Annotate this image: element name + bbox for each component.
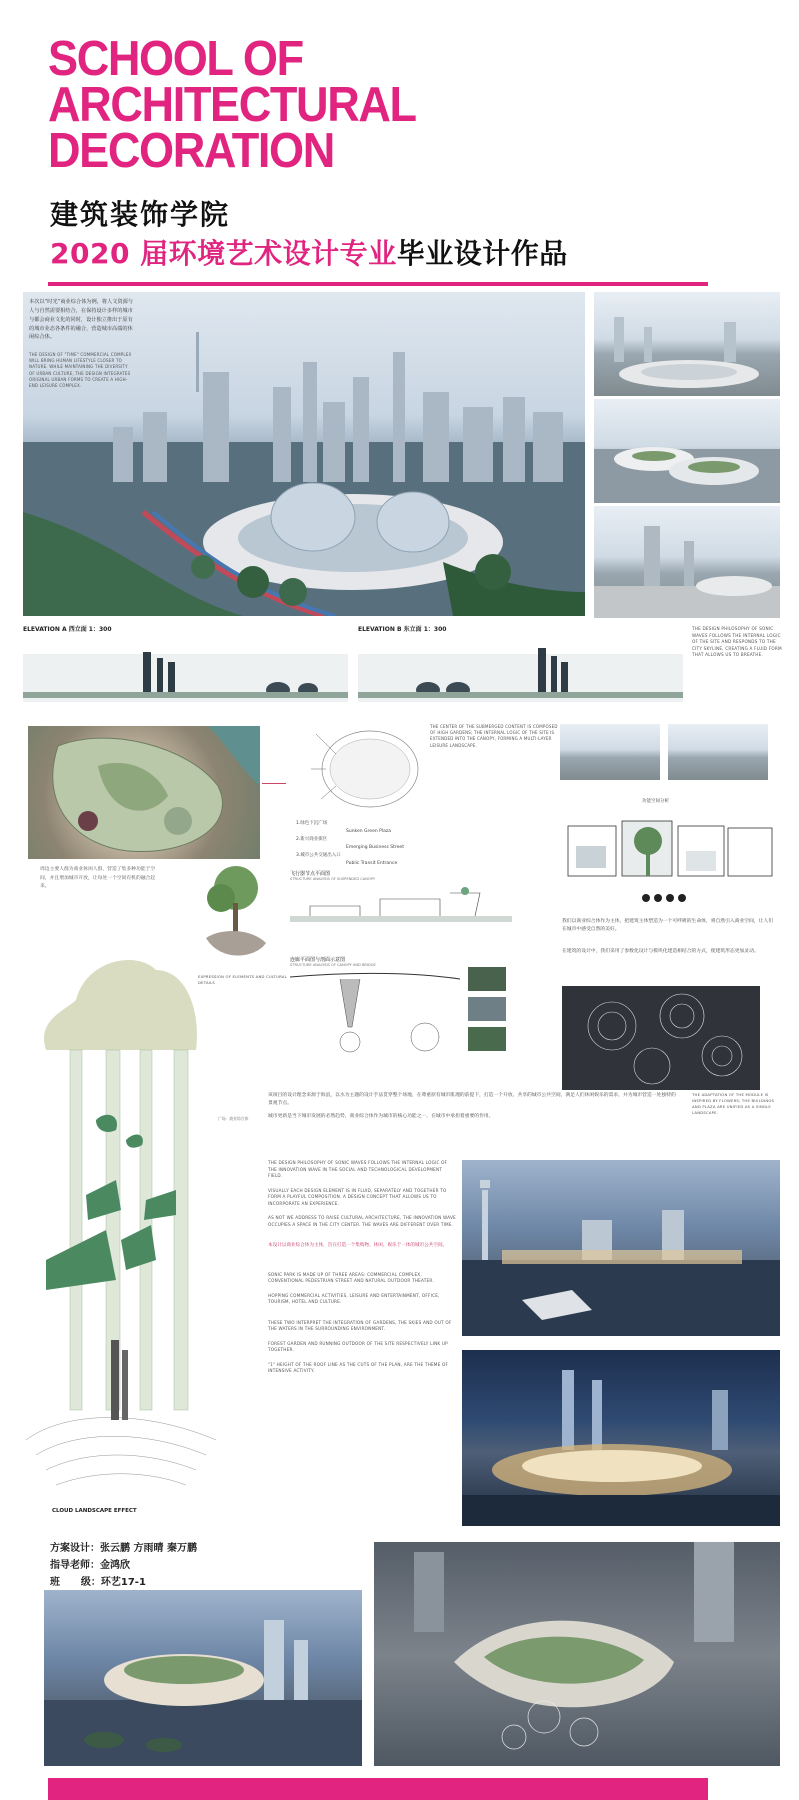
function-diagram — [562, 796, 780, 914]
flower-caption: THE ADAPTATION OF THE MODULE IS INSPIRED BY FLOWERS; THE BUILDINGS AND PLAZA ARE UNIFIED AS A SINGLE LANDSCAPE. — [692, 1092, 775, 1115]
work-title-cn — [50, 232, 568, 272]
work-title-works: 毕业设计作品 — [396, 237, 568, 270]
render-waterfront-night — [462, 1160, 780, 1336]
render-aerial-1 — [594, 292, 780, 396]
mid-text-cn-2: 城市更新是当下城市发展的必然趋势，商业综合体作为城市的核心功能之一，在城市中承担着重要的作用。 — [268, 1113, 494, 1119]
text-block-4: 本设计以商业综合体为主体，旨在打造一个集购物、休闲、娱乐于一体的城市公共空间。 — [268, 1243, 448, 1248]
class-value: 环艺17-1 — [100, 1577, 146, 1588]
hero-render — [23, 292, 585, 616]
concept-text-en: THE CENTER OF THE SUBMERGED CONTENT IS COMPOSED OF HIGH GARDENS; THE INTERNAL LOGIC OF THE SITE IS EXTENDED INTO THE CANOPY, FORMING A MULTI-LAYER LEISURE LANDSCAPE. — [430, 724, 558, 748]
tree-caption: EXPRESSION OF ELEMENTS AND CULTURAL DETAILS — [198, 974, 287, 985]
flower-module-render — [562, 986, 760, 1090]
elevation-a-label: ELEVATION A 西立面 1：300 — [23, 626, 112, 633]
header-rule — [48, 282, 708, 286]
credits — [50, 1540, 350, 1591]
footer-bar — [48, 1778, 708, 1800]
elevation-note: THE DESIGN PHILOSOPHY OF SONIC WAVES FOLLOWS THE INTERNAL LOGIC OF THE SITE AND RESPONDS TO THE CITY SKYLINE, CREATING A FLUID FORM THAT ALLOWS US TO BREATHE. — [692, 626, 782, 657]
designers-label: 方案设计： — [50, 1543, 100, 1554]
render-complex-night — [462, 1350, 780, 1526]
page-title-line-3: DECORATION — [48, 124, 334, 178]
text-blocks — [268, 1160, 456, 1375]
render-plaza — [594, 506, 780, 618]
right-text-cn-2: 在建筑的设计中，我们采用了参数化设计与模块化建造相结合的方式，使建筑形态更加灵动。 — [562, 949, 759, 954]
legend-item-1-en: Sunken Green Plaza — [346, 829, 391, 835]
render-thumb-2 — [668, 724, 768, 780]
credits-designers — [50, 1540, 350, 1557]
canopy-title-2: 连廊平面图与剖面示意图 — [290, 957, 346, 963]
advisor-label: 指导老师： — [50, 1560, 100, 1571]
canopy-plan-diagram — [296, 724, 424, 814]
plan-to-diagram-arrow — [262, 783, 286, 784]
cloud-landscape-label: CLOUD LANDSCAPE EFFECT — [52, 1508, 137, 1514]
legend-item-3: 3.城市公共交通出入口 — [296, 853, 341, 859]
text-block-7: THESE TWO INTERPRET THE INTEGRATION OF GARDENS, THE SKIES AND OUT OF THE WATERS IN THE SURROUNDING ENVIRONMENT. — [268, 1319, 452, 1332]
designers-names: 张云鹏 方雨晴 秦万鹏 — [100, 1543, 197, 1554]
header — [0, 0, 799, 290]
site-plan — [28, 726, 260, 859]
legend-item-3-en: Public Transit Entrance — [346, 861, 398, 867]
render-bottom-aerial — [374, 1542, 780, 1766]
text-block-8: FOREST GARDEN AND RUNNING OUTDOOR OF THE SITE RESPECTIVELY LINK UP TOGETHER. — [268, 1340, 448, 1353]
page-title-line-2: ARCHITECTURAL — [48, 78, 416, 132]
canopy-section-1 — [290, 870, 512, 952]
text-block-9: "1" HEIGHT OF THE ROOF LINE AS THE CUTS OF THE PLAN, ARE THE THEME OF INTENSIVE ACTIVITY. — [268, 1361, 449, 1374]
cloud-landscape-diagram — [26, 940, 226, 1520]
render-aerial-2 — [594, 399, 780, 503]
render-thumb-1 — [560, 724, 660, 780]
text-block-3: AS NOT WE ADDRESS TO RAISE CULTURAL ARCHITECTURE, THE INNOVATION WAVE OCCUPIES A SPACE IN THE CITY CENTER. THE WAVES ARE DIFFERENT OVER TIME. — [268, 1215, 456, 1227]
class-label: 班 级： — [50, 1577, 101, 1588]
elevation-b-label: ELEVATION B 东立面 1：300 — [358, 626, 447, 633]
mid-text-cn — [268, 1092, 680, 1121]
people-text-cn: 周边主要人群为商业休闲人群，营造了集多种功能于空间，并且增加城市开放，让每处一个空间有机的融合起来。 — [40, 867, 156, 890]
school-name-cn: 建筑装饰学院 — [50, 198, 231, 231]
mid-text-cn-1: 该项目的设计理念来源于海浪，以水为主题的设计手法贯穿整个场地，在尊重原有城市肌理的前提下，打造一个开放、共享的城市公共空间，满足人们休闲娱乐的需求，并为城市营造一处独特的景观节点。 — [268, 1093, 676, 1107]
canopy-sub-2: STRUCTURE ANALYSIS OF CANOPY AND BRIDGE — [290, 963, 376, 967]
text-block-1: THE DESIGN PHILOSOPHY OF SONIC WAVES FOLLOWS THE INTERNAL LOGIC OF THE INNOVATION WAVE IN THE SOCIAL AND TECHNOLOGICAL DEVELOPMENT FIELD. — [268, 1160, 448, 1178]
intro-text-cn: 本次以“时光”商业综合体为例，将人文资源与人与自然需要相结合，在保持设计多样的城市与都会商业文化的同时，设计独立推出于原有的城市业态各条件的融合，营造城市高端的休闲综合体。 — [29, 299, 133, 341]
canopy-sub-1: STRUCTURE ANALYSIS OF SUSPENDED CANOPY — [290, 877, 376, 881]
render-bottom-left — [44, 1590, 362, 1766]
legend-item-2-en: Emerging Business Street — [346, 845, 404, 851]
credits-advisor — [50, 1557, 350, 1574]
canopy-section-2 — [290, 956, 512, 1074]
function-diagram-title: 功能空间分析 — [642, 799, 669, 804]
page-title-line-1: SCHOOL OF — [48, 32, 303, 86]
legend-list — [296, 820, 466, 869]
advisor-name: 金鸿欣 — [100, 1560, 130, 1571]
text-block-6: HOPPING COMMERCIAL ACTIVITIES, LEISURE AND ENTERTAINMENT, OFFICE, TOURISM, HOTEL AND CULTURE. — [268, 1292, 440, 1305]
elevation-a — [23, 624, 348, 704]
organ-label: 广场：商业综合体 — [218, 1116, 249, 1121]
legend-item-2: 2.新兴商业街区 — [296, 837, 328, 843]
work-title-year: 2020 届环境艺术设计专业 — [50, 237, 397, 270]
credits-class — [50, 1574, 350, 1591]
right-text-cn-1: 我们以商业综合体作为主体，把建筑主体塑造为一个可呼吸的生命体，将自然引入商业空间，让人们在城市中感受自然的美好。 — [562, 919, 774, 933]
intro-text-en: THE DESIGN OF "TIME" COMMERCIAL COMPLEX WILL BRING HUMAN LIFESTYLE CLOSER TO NATURE. WHILE MAINTAINING THE DIVERSITY OF URBAN CULTURE, THE DESIGN INTEGRATES ORIGINAL URBAN FORMS TO CREATE A HIGH-END LEISURE COMPLEX. — [29, 352, 132, 388]
text-block-5: SONIC PARK IS MADE UP OF THREE AREAS: COMMERCIAL COMPLEX, CONVENTIONAL PEDESTRIAN STREET AND NATURAL OUTDOOR THEATER. — [268, 1271, 434, 1284]
text-block-2: VISUALLY EACH DESIGN ELEMENT IS IN FLUID, SEPARATELY AND TOGETHER TO FORM A PLAYFUL COMPOSITION. A DESIGN CONCEPT THAT ALLOWS US TO INCORPORATE AN EXPERIENCE. — [268, 1187, 447, 1206]
elevation-b — [358, 624, 683, 704]
canopy-title-1: 飞行器节点平面图 — [290, 871, 331, 877]
legend-item-1: 1.绿色下沉广场 — [296, 821, 328, 826]
